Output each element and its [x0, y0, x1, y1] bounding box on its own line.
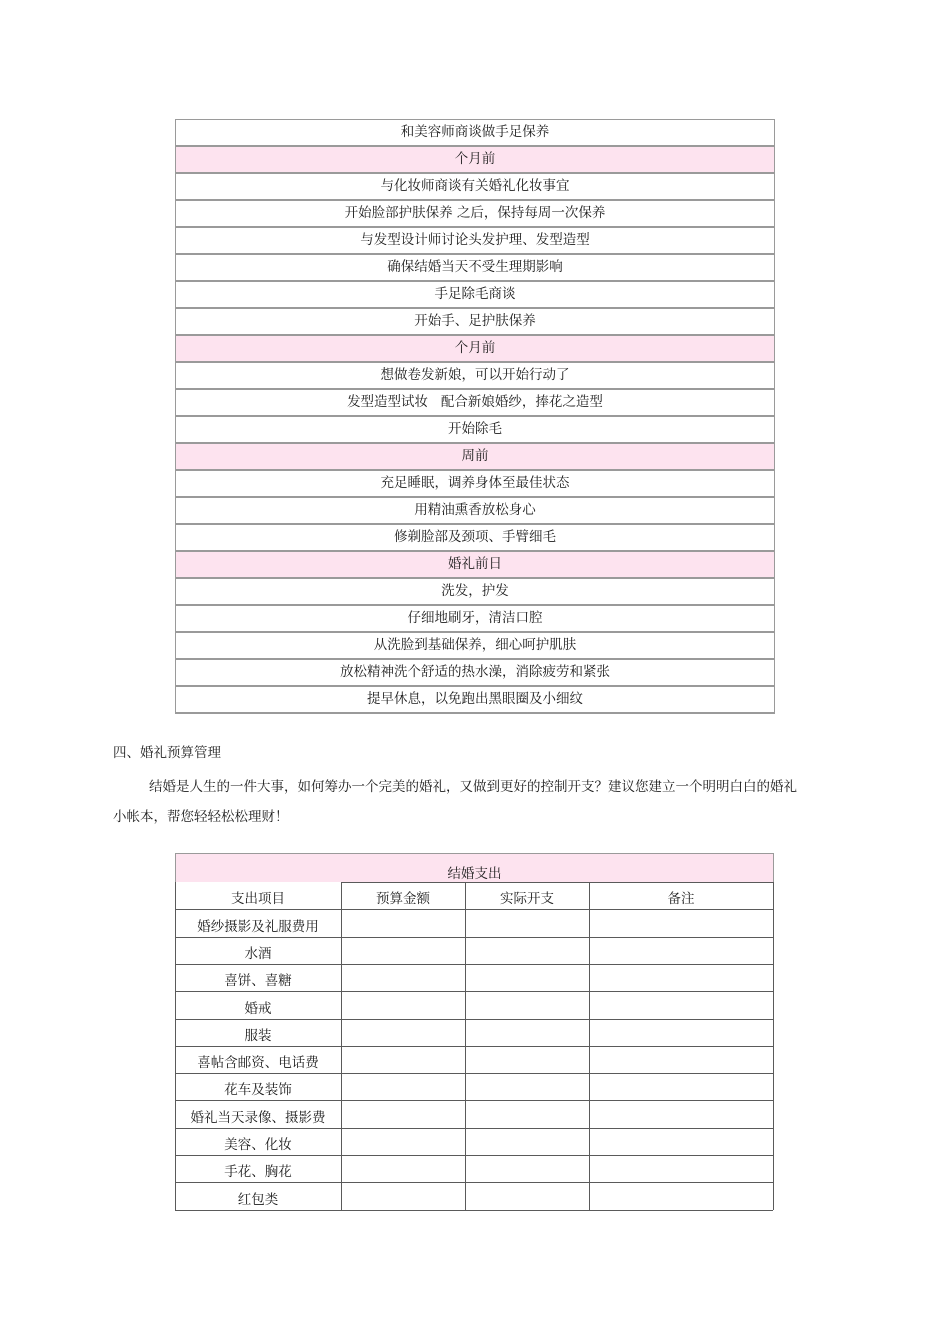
schedule-task-row: 与化妆师商谈有关婚礼化妆事宜	[176, 174, 774, 201]
schedule-task-row: 想做卷发新娘，可以开始行动了	[176, 363, 774, 390]
intro-paragraph: 结婚是人生的一件大事，如何筹办一个完美的婚礼，又做到更好的控制开支？建议您建立一个明明白白的婚礼小帐本，帮您轻轻松松理财！	[113, 779, 797, 825]
schedule-task-row: 开始脸部护肤保养 之后，保持每周一次保养	[176, 201, 774, 228]
schedule-task-row: 与发型设计师讨论头发护理、发型造型	[176, 228, 774, 255]
budget-item-label: 美容、化妆	[224, 1137, 292, 1153]
schedule-period-header: 个月前	[176, 147, 774, 174]
schedule-task-row: 确保结婚当天不受生理期影响	[176, 255, 774, 282]
schedule-task-row: 用精油熏香放松身心	[176, 498, 774, 525]
schedule-task-row: 仔细地刷牙，清洁口腔	[176, 606, 774, 633]
schedule-task-row: 发型造型试妆 配合新娘婚纱，捧花之造型	[176, 390, 774, 417]
section-title: 四、婚礼预算管理	[113, 745, 221, 761]
schedule-task-row: 修剃脸部及颈项、手臂细毛	[176, 525, 774, 552]
budget-item-label: 婚戒	[244, 1000, 272, 1017]
budget-row-divider	[175, 1100, 773, 1101]
budget-item-label: 婚礼当天录像、摄影费	[190, 1109, 326, 1126]
schedule-task-row: 和美容师商谈做手足保养	[176, 120, 774, 147]
budget-item-label: 喜帖含邮资、电话费	[197, 1055, 319, 1072]
budget-item-label: 婚纱摄影及礼服费用	[197, 918, 319, 935]
budget-column-header: 支出项目	[231, 891, 285, 908]
schedule-task-row: 充足睡眠，调养身体至最佳状态	[176, 471, 774, 498]
beauty-schedule-table	[175, 119, 775, 714]
schedule-task-row: 手足除毛商谈	[176, 282, 774, 309]
schedule-period-header: 婚礼前日	[176, 552, 774, 579]
budget-item-label: 手花、胸花	[224, 1164, 292, 1181]
wedding-budget-table	[175, 853, 774, 1210]
schedule-task-row: 洗发，护发	[176, 579, 774, 606]
budget-column-header: 备注	[667, 891, 695, 908]
budget-row-divider	[175, 1155, 773, 1156]
budget-table-title: 结婚支出	[175, 853, 774, 882]
budget-row-divider	[175, 1128, 773, 1129]
budget-item-label: 服装	[244, 1027, 272, 1044]
budget-row-divider	[175, 909, 773, 910]
schedule-task-row: 从洗脸到基础保养，细心呵护肌肤	[176, 633, 774, 660]
schedule-period-header: 个月前	[176, 336, 774, 363]
budget-row-divider	[175, 1210, 773, 1211]
schedule-task-row: 开始除毛	[176, 417, 774, 444]
budget-row-divider	[175, 1046, 773, 1047]
budget-item-label: 水酒	[244, 945, 272, 962]
schedule-period-header: 周前	[176, 444, 774, 471]
budget-row-divider	[175, 937, 773, 938]
budget-item-label: 花车及装饰	[224, 1082, 292, 1099]
budget-item-label: 红包类	[237, 1191, 279, 1208]
budget-row-divider	[175, 1182, 773, 1183]
schedule-task-row: 开始手、足护肤保养	[176, 309, 774, 336]
budget-column-header: 实际开支	[500, 891, 554, 908]
budget-item-label: 喜饼、喜糖	[224, 973, 292, 990]
schedule-task-row: 提早休息，以免跑出黑眼圈及小细纹	[176, 687, 774, 714]
schedule-task-row: 放松精神洗个舒适的热水澡，消除疲劳和紧张	[176, 660, 774, 687]
budget-row-divider	[175, 1073, 773, 1074]
budget-column-divider	[773, 882, 774, 1210]
budget-row-divider	[341, 882, 773, 883]
budget-column-header: 预算金额	[376, 891, 430, 908]
budget-row-divider	[175, 964, 773, 965]
budget-row-divider	[175, 1019, 773, 1020]
budget-row-divider	[175, 991, 773, 992]
